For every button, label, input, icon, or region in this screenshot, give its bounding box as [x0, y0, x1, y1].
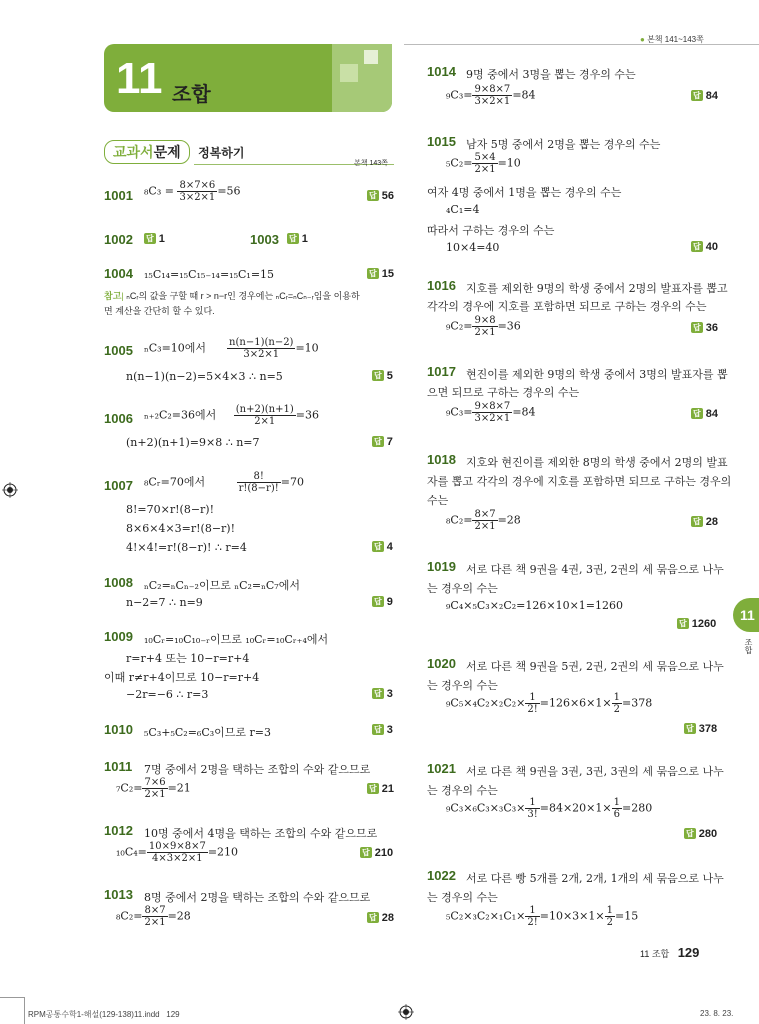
problem-number: 1020 — [427, 656, 456, 671]
solution-line: n−2=7 ∴ n=9 — [126, 596, 203, 609]
answer: 답 84 — [693, 408, 718, 420]
solution-line: 는 경우의 수는 — [427, 784, 498, 797]
answer-badge-icon: 답 — [693, 242, 701, 251]
solution-line: 는 경우의 수는 — [427, 891, 498, 904]
answer-badge-icon: 답 — [374, 437, 382, 446]
problem-number: 1005 — [104, 343, 133, 358]
answer: 답 40 — [693, 241, 718, 253]
problem-number: 1008 — [104, 575, 133, 590]
solution-line: 9명 중에서 3명을 뽑는 경우의 수는 — [466, 68, 636, 81]
solution-line: 으면 되므로 구하는 경우의 수는 — [427, 386, 580, 399]
fraction: $\frac{8\times 7\times 6}{3\times 2\times 1}$ — [179, 180, 216, 203]
answer-badge-icon: 답 — [374, 725, 382, 734]
page-reference: ● 본책 141~143쪽 — [640, 35, 704, 44]
solution-line: ₉C₃×₆C₃×₃C₃× $\frac{1}{3!}$ =84×20×1× $\frac{1}{6}$ =280 — [446, 797, 653, 820]
fraction: $\frac{1}{2!}$ — [527, 905, 538, 928]
registration-mark-icon — [2, 482, 18, 502]
solution-line: 지호를 제외한 9명의 학생 중에서 2명의 발표자를 뽑고 — [466, 282, 728, 295]
solution-line: 10명 중에서 4명을 택하는 조합의 수와 같으므로 — [144, 827, 378, 840]
answer-badge-icon: 답 — [374, 689, 382, 698]
solution-line: 8×6×4×3=r!(8−r)! — [126, 522, 236, 535]
fraction: $\frac{1}{2}$ — [613, 692, 620, 715]
answer: 답 28 — [693, 516, 718, 528]
solution-line: 는 경우의 수는 — [427, 679, 498, 692]
answer-badge-icon: 답 — [374, 597, 382, 606]
problem-number: 1004 — [104, 266, 133, 281]
answer: 답 56 — [369, 190, 394, 202]
answer: 답 4 — [374, 541, 393, 553]
solution-line: 현진이를 제외한 9명의 학생 중에서 3명의 발표자를 뽑 — [466, 368, 728, 381]
solution-line: r=r+4 또는 10−r=r+4 — [126, 652, 250, 665]
solution-line: 자를 뽑고 각각의 경우에 지호를 포함하면 되므로 구하는 경우의 — [427, 475, 732, 488]
answer-badge-icon: 답 — [289, 234, 297, 243]
footer-rule — [0, 997, 24, 998]
solution-line: ₈Cᵣ=70에서 $\frac{8!}{r!(8-r)!}$ =70 — [144, 471, 304, 494]
fraction: $\frac{7\times 6}{2\times 1}$ — [144, 777, 166, 800]
problem-number: 1002 — [104, 232, 133, 247]
problem-number: 1016 — [427, 278, 456, 293]
solution-line: ₁₀C₄= $\frac{10\times 9\times 8\times 7}{4\times 3\times 2\times 1}$ =210 — [116, 841, 239, 864]
solution-line: ₅C₃+₅C₂=₆C₃이므로 r=3 — [144, 726, 271, 739]
problem-number: 1012 — [104, 823, 133, 838]
fraction: $\frac{1}{3!}$ — [527, 797, 538, 820]
problem-number: 1001 — [104, 188, 133, 203]
side-tab — [733, 598, 759, 632]
section-subtitle: 정복하기 — [198, 146, 245, 160]
fraction: $\frac{(n+2)(n+1)}{2\times 1}$ — [235, 404, 294, 427]
fraction: $\frac{8\times 7}{2\times 1}$ — [144, 905, 166, 928]
solution-line: 서로 다른 책 9권을 3권, 3권, 3권의 세 묶음으로 나누 — [466, 765, 724, 778]
solution-line: 서로 다른 책 9권을 5권, 2권, 2권의 세 묶음으로 나누 — [466, 660, 724, 673]
note-label: 참고 — [104, 291, 122, 301]
solution-line: (n+2)(n+1)=9×8 ∴ n=7 — [126, 436, 260, 449]
solution-line: ₉C₄×₅C₃×₂C₂=126×10×1=1260 — [446, 599, 623, 612]
answer: 답 28 — [369, 912, 394, 924]
section-ref: 본책 143쪽 — [354, 160, 388, 167]
banner-square-2 — [364, 50, 378, 64]
answer: 답 378 — [686, 723, 718, 735]
chapter-number: 11 — [116, 54, 163, 103]
answer-badge-icon: 답 — [362, 848, 370, 857]
solution-line: −2r=−6 ∴ r=3 — [126, 688, 209, 701]
answer: 답 9 — [374, 596, 393, 608]
solution-line: ₙ₊₂C₂=36에서 $\frac{(n+2)(n+1)}{2\times 1}$ =36 — [144, 404, 319, 427]
answer-badge-icon: 답 — [693, 517, 701, 526]
solution-line: ₈C₃ = $\frac{8\times 7\times 6}{3\times 2\times 1}$ =56 — [144, 180, 241, 203]
solution-line: 수는 — [427, 494, 449, 507]
solution-line: 이때 r≠r+4이므로 10−r=r+4 — [104, 671, 260, 684]
problem-number: 1007 — [104, 478, 133, 493]
solution-line: 8명 중에서 2명을 택하는 조합의 수와 같으므로 — [144, 891, 371, 904]
problem-number: 1018 — [427, 452, 456, 467]
solution-line: ₉C₅×₄C₂×₂C₂× $\frac{1}{2!}$ =126×6×1× $\frac{1}{2}$ =378 — [446, 692, 653, 715]
answer: 답 280 — [686, 828, 718, 840]
fraction: $\frac{1}{2}$ — [606, 905, 613, 928]
fraction: $\frac{1}{6}$ — [613, 797, 620, 820]
answer: 답 84 — [693, 90, 718, 102]
solution-line: ₉C₃= $\frac{9\times 8\times 7}{3\times 2\times 1}$ =84 — [446, 84, 536, 107]
solution-line: ₉C₃= $\frac{9\times 8\times 7}{3\times 2\times 1}$ =84 — [446, 401, 536, 424]
solution-line: 는 경우의 수는 — [427, 582, 498, 595]
crop-mark — [24, 997, 25, 1024]
problem-number: 1009 — [104, 629, 133, 644]
solution-line: 남자 5명 중에서 2명을 뽑는 경우의 수는 — [466, 138, 661, 151]
solution-line: ₁₅C₁₄=₁₅C₁₅₋₁₄=₁₅C₁=15 — [144, 268, 275, 281]
answer: 답 3 — [374, 688, 393, 700]
answer: 답 36 — [693, 322, 718, 334]
solution-line: 7명 중에서 2명을 택하는 조합의 수와 같으므로 — [144, 763, 371, 776]
answer-badge-icon: 답 — [686, 829, 694, 838]
section-title-box: 교과서문제 — [104, 140, 190, 164]
solution-line: n(n−1)(n−2)=5×4×3 ∴ n=5 — [126, 370, 283, 383]
answer: 답 1 — [289, 233, 308, 245]
solution-line: 4!×4!=r!(8−r)! ∴ r=4 — [126, 541, 247, 554]
solution-line: ₁₀Cᵣ=₁₀C₁₀₋ᵣ이므로 ₁₀Cᵣ=₁₀Cᵣ₊₄에서 — [144, 633, 329, 646]
fraction: $\frac{5\times 4}{2\times 1}$ — [474, 152, 496, 175]
page-footer — [640, 944, 699, 962]
answer-badge-icon: 답 — [693, 409, 701, 418]
problem-number: 1014 — [427, 64, 456, 79]
answer-badge-icon: 답 — [686, 724, 694, 733]
fraction: $\frac{10\times 9\times 8\times 7}{4\times 3\times 2\times 1}$ — [148, 841, 206, 864]
answer: 답 21 — [369, 783, 394, 795]
problem-number: 1021 — [427, 761, 456, 776]
solution-line: 8!=70×r!(8−r)! — [126, 503, 215, 516]
header-rule — [404, 44, 759, 45]
solution-line: ₄C₁=4 — [446, 203, 480, 216]
problem-number: 1022 — [427, 868, 456, 883]
solution-line: 여자 4명 중에서 1명을 뽑는 경우의 수는 — [427, 186, 622, 199]
problem-number: 1011 — [104, 759, 133, 774]
problem-number: 1015 — [427, 134, 456, 149]
fraction: $\frac{1}{2!}$ — [527, 692, 538, 715]
solution-line: ₉C₂= $\frac{9\times 8}{2\times 1}$ =36 — [446, 315, 521, 338]
answer-badge-icon: 답 — [693, 323, 701, 332]
problem-number: 1003 — [250, 232, 279, 247]
section-heading — [104, 140, 394, 164]
fraction: $\frac{8!}{r!(8-r)!}$ — [238, 471, 279, 494]
solution-line: ₈C₂= $\frac{8\times 7}{2\times 1}$ =28 — [446, 509, 521, 532]
note: 참고| ₙCᵣ의 값을 구할 때 r > n−r인 경우에는 ₙCᵣ=ₙCₙ₋ᵣ임을 이용하 면 계산을 간단히 할 수 있다. — [104, 291, 360, 316]
page-number: 129 — [677, 945, 700, 960]
fraction: $\frac{9\times 8\times 7}{3\times 2\times 1}$ — [474, 84, 511, 107]
solution-line: 각각의 경우에 지호를 포함하면 되므로 구하는 경우의 수는 — [427, 300, 707, 313]
chapter-banner — [104, 44, 392, 112]
chapter-title: 조합 — [172, 84, 211, 106]
answer-badge-icon: 답 — [369, 913, 377, 922]
side-tab-label: 조합 — [744, 638, 753, 654]
answer-badge-icon: 답 — [146, 234, 154, 243]
answer: 답 3 — [374, 724, 393, 736]
answer: 답 1 — [146, 233, 165, 245]
answer-badge-icon: 답 — [693, 91, 701, 100]
solution-line: ₙC₃=10에서 $\frac{n(n-1)(n-2)}{3\times 2\times 1}$ =10 — [144, 337, 319, 360]
answer: 답 15 — [369, 268, 394, 280]
answer-badge-icon: 답 — [369, 784, 377, 793]
solution-line: ₙC₂=ₙCₙ₋₂이므로 ₙC₂=ₙC₇에서 — [144, 579, 300, 592]
fraction: $\frac{8\times 7}{2\times 1}$ — [474, 509, 496, 532]
problem-number: 1010 — [104, 722, 133, 737]
print-date: 23. 8. 23. — [700, 1009, 734, 1018]
solution-line: 서로 다른 빵 5개를 2개, 2개, 1개의 세 묶음으로 나누 — [466, 872, 724, 885]
answer: 답 210 — [362, 847, 394, 859]
answer-badge-icon: 답 — [679, 619, 687, 628]
problem-number: 1019 — [427, 559, 456, 574]
file-info: RPM공통수학1-해설(129-138)11.indd 129 — [28, 1010, 180, 1019]
problem-number: 1017 — [427, 364, 456, 379]
answer-badge-icon: 답 — [374, 542, 382, 551]
registration-mark-icon — [398, 1004, 414, 1024]
side-tab-number: 11 — [740, 607, 755, 623]
solution-line: 지호와 현진이를 제외한 8명의 학생 중에서 2명의 발표 — [466, 456, 728, 469]
banner-square-1 — [340, 64, 358, 82]
answer: 답 1260 — [679, 618, 717, 630]
fraction: $\frac{n(n-1)(n-2)}{3\times 2\times 1}$ — [229, 337, 294, 360]
solution-line: 10×4=40 — [446, 241, 500, 254]
fraction: $\frac{9\times 8}{2\times 1}$ — [474, 315, 496, 338]
solution-line: ₅C₂×₃C₂×₁C₁× $\frac{1}{2!}$ =10×3×1× $\frac{1}{2}$ =15 — [446, 905, 639, 928]
answer-badge-icon: 답 — [369, 269, 377, 278]
problem-number: 1006 — [104, 411, 133, 426]
answer-badge-icon: 답 — [374, 371, 382, 380]
solution-line: ₈C₂= $\frac{8\times 7}{2\times 1}$ =28 — [116, 905, 191, 928]
solution-line: 따라서 구하는 경우의 수는 — [427, 224, 555, 237]
bullet-icon: ● — [640, 35, 645, 44]
fraction: $\frac{9\times 8\times 7}{3\times 2\times 1}$ — [474, 401, 511, 424]
answer: 답 7 — [374, 436, 393, 448]
solution-line: 서로 다른 책 9권을 4권, 3권, 2권의 세 묶음으로 나누 — [466, 563, 724, 576]
solution-line: ₅C₂= $\frac{5\times 4}{2\times 1}$ =10 — [446, 152, 521, 175]
footer-chapter: 11 조합 — [640, 949, 670, 959]
answer-badge-icon: 답 — [369, 191, 377, 200]
solution-line: ₇C₂= $\frac{7\times 6}{2\times 1}$ =21 — [116, 777, 191, 800]
answer: 답 5 — [374, 370, 393, 382]
problem-number: 1013 — [104, 887, 133, 902]
